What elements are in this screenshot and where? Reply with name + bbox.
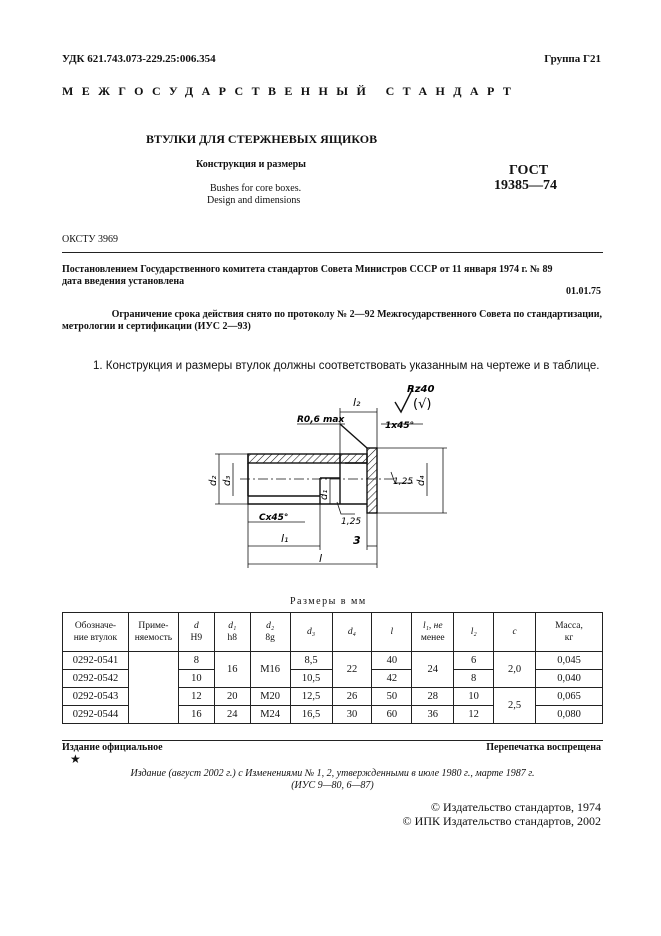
- table-caption: Размеры в мм: [290, 596, 367, 607]
- reprint-notice: Перепечатка воспрещена: [486, 742, 601, 753]
- col-header: Обозначе- ние втулок: [63, 613, 129, 652]
- d4-label: d₄: [416, 475, 427, 486]
- cell-d4: 26: [332, 688, 372, 706]
- gost-label: ГОСТ: [509, 163, 549, 178]
- cell-code: 0292-0544: [63, 706, 129, 724]
- edition-line2: (ИУС 9—80, 6—87): [291, 780, 374, 791]
- cell-l1: 36: [412, 706, 454, 724]
- cell-d3: 8,5: [290, 652, 332, 670]
- col-header: l₁, не менее: [412, 613, 454, 652]
- col-header: Масса, кг: [536, 613, 603, 652]
- cell-d2: M20: [250, 688, 290, 706]
- cell-d2: M16: [250, 652, 290, 688]
- cell-mass: 0,045: [536, 652, 603, 670]
- cell-l: 42: [372, 670, 412, 688]
- english-title-line2: Design and dimensions: [207, 195, 301, 206]
- l2-label: l₂: [353, 396, 361, 409]
- page-title: ВТУЛКИ ДЛЯ СТЕРЖНЕВЫХ ЯЩИКОВ: [146, 132, 378, 146]
- cell-d: 10: [178, 670, 214, 688]
- cell-l: 40: [372, 652, 412, 670]
- udk-code: УДК 621.743.073-229.25:006.354: [62, 53, 216, 65]
- table-row: [63, 652, 603, 670]
- cell-l2: 12: [454, 706, 494, 724]
- col-header: d₂ 8g: [250, 613, 290, 652]
- okstu-code: ОКСТУ 3969: [62, 234, 119, 245]
- col-header: d₃: [290, 613, 332, 652]
- divider: [62, 252, 603, 253]
- cell-mass: 0,040: [536, 670, 603, 688]
- dimensions-table: [62, 612, 603, 724]
- d2-label: d₂: [208, 475, 219, 486]
- thread-section: [340, 454, 367, 463]
- cell-mass: 0,065: [536, 688, 603, 706]
- introduction-date: 01.01.75: [566, 286, 601, 297]
- copyright-1974: © Издательство стандартов, 1974: [430, 800, 601, 814]
- cell-l: 60: [372, 706, 412, 724]
- cell-d2: M24: [250, 706, 290, 724]
- paragraph-1: 1. Конструкция и размеры втулок должны соответствовать указанным на чертеже и в таблице.: [93, 360, 600, 372]
- cell-d3: 12,5: [290, 688, 332, 706]
- bush-drawing: [185, 378, 475, 576]
- l-label: l: [319, 552, 323, 565]
- flange-section: [367, 448, 377, 513]
- page-subtitle: Конструкция и размеры: [196, 159, 306, 170]
- copyright-2002: © ИПК Издательство стандартов, 2002: [402, 814, 601, 828]
- d1-label: d₁: [319, 489, 330, 500]
- restriction-line1: Ограничение срока действия снято по протоколу № 2—92 Межгосударственного Совета по стандартизации,: [111, 309, 602, 320]
- chamfer-left-label: Cх45°: [259, 513, 289, 523]
- col-header: l: [372, 613, 412, 652]
- roughness-125-shoulder: 1,25: [341, 517, 362, 527]
- cell-code: 0292-0542: [63, 670, 129, 688]
- cell-l2: 6: [454, 652, 494, 670]
- col-header: d₁ h8: [214, 613, 250, 652]
- roughness-label: Rz40: [407, 384, 435, 395]
- cell-d1: 20: [214, 688, 250, 706]
- cell-d: 12: [178, 688, 214, 706]
- english-title-line1: Bushes for core boxes.: [210, 183, 302, 194]
- cell-d1: 24: [214, 706, 250, 724]
- cell-l: 50: [372, 688, 412, 706]
- cell-use: [128, 652, 178, 724]
- cell-d: 8: [178, 652, 214, 670]
- l1-label: l₁: [281, 532, 289, 545]
- cell-l2: 10: [454, 688, 494, 706]
- decree-line1: Постановлением Государственного комитета стандартов Совета Министров СССР от 11 января 1974 г. № 89: [62, 264, 553, 275]
- col-header: d₄: [332, 613, 372, 652]
- radius-label: R0,6 max: [297, 415, 345, 425]
- cell-mass: 0,080: [536, 706, 603, 724]
- col-header: l₂: [454, 613, 494, 652]
- gost-number: 19385—74: [494, 178, 557, 193]
- col-header: Приме- няемость: [128, 613, 178, 652]
- cell-l1: 28: [412, 688, 454, 706]
- cell-code: 0292-0543: [63, 688, 129, 706]
- chamfer-top-label: 1х45°: [385, 421, 415, 431]
- cell-c: 2,0: [494, 652, 536, 688]
- cell-d1: 16: [214, 652, 250, 688]
- cell-d4: 30: [332, 706, 372, 724]
- d3-label: d₃: [222, 475, 233, 486]
- cell-code: 0292-0541: [63, 652, 129, 670]
- decree-line2: дата введения установлена: [62, 276, 185, 287]
- table-header-row: [63, 613, 603, 652]
- roughness-suffix: (√): [413, 397, 432, 412]
- col-header: c: [494, 613, 536, 652]
- cell-c: 2,5: [494, 688, 536, 724]
- cell-d3: 16,5: [290, 706, 332, 724]
- standard-banner: МЕЖГОСУДАРСТВЕННЫЙ СТАНДАРТ: [62, 84, 520, 98]
- official-edition: Издание официальное: [62, 742, 163, 753]
- upper-wall-section: [248, 454, 340, 463]
- cell-d4: 22: [332, 652, 372, 688]
- cell-d3: 10,5: [290, 670, 332, 688]
- cell-l2: 8: [454, 670, 494, 688]
- col-header: d H9: [178, 613, 214, 652]
- restriction-line2: метрологии и сертификации (ИУС 2—93): [62, 321, 251, 332]
- cell-d: 16: [178, 706, 214, 724]
- star-icon: ★: [70, 752, 81, 766]
- group-code: Группа Г21: [544, 53, 601, 65]
- edition-line1: Издание (август 2002 г.) с Изменениями № 1, 2, утвержденными в июле 1980 г., марте 1987 г.: [130, 768, 535, 779]
- cell-l1: 24: [412, 652, 454, 688]
- roughness-125-flange: 1,25: [393, 477, 414, 487]
- three-label: 3: [353, 534, 361, 547]
- footer-divider: [62, 740, 603, 741]
